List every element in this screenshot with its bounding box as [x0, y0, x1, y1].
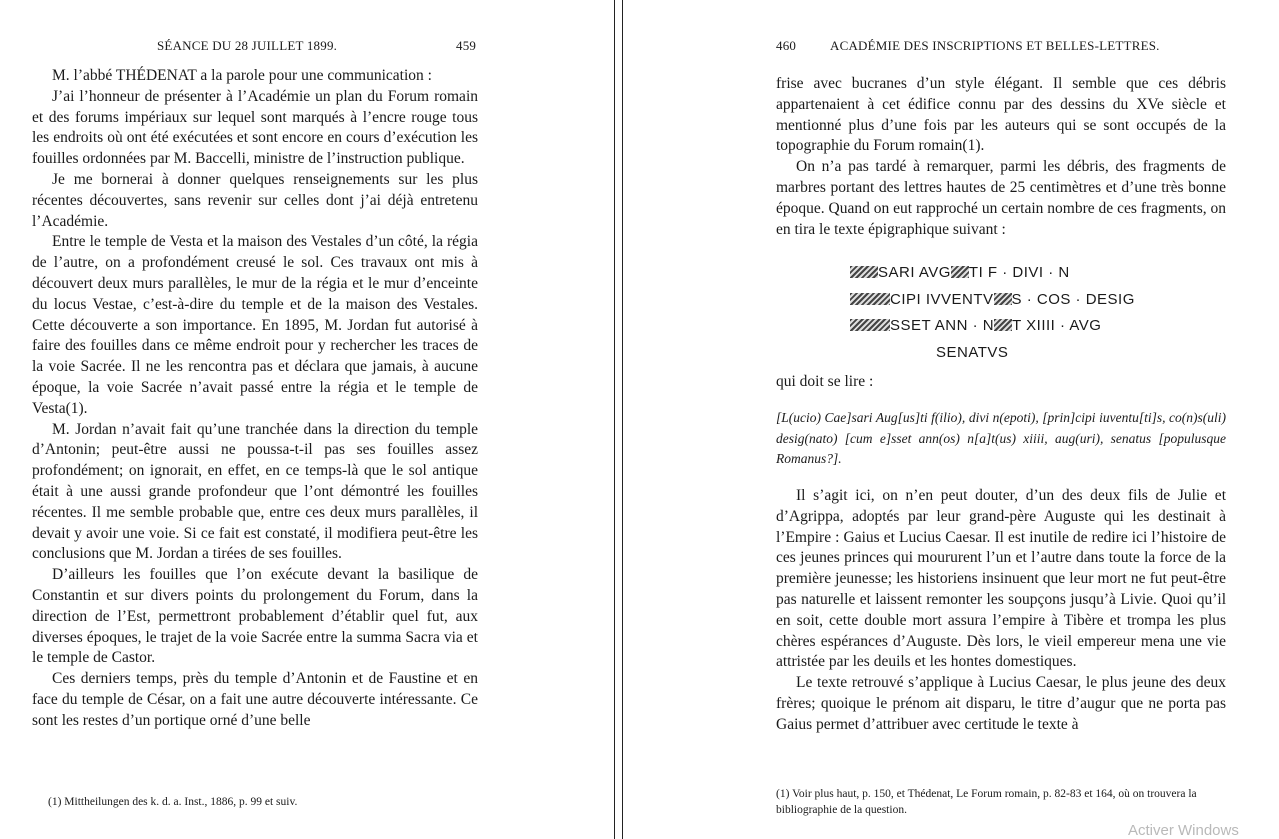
left-page-number: 459 — [456, 38, 477, 53]
paragraph: frise avec bucranes d’un style élégant. Il semble que ces débris appartenaient à cet édifice connu par des dessins du XVe siècle et mentionné plus d’une fois par les auteurs qui se sont occupés de la topographie du Forum romain(1). — [776, 75, 1226, 155]
inscription-reading: [L(ucio) Cae]sari Aug[us]ti f(ilio), divi n(epoti), [prin]cipi iuventu[ti]s, co(n)s(uli) desig(nato) [cum e]sset ann(os) n[a]t(us) xiiii, aug(uri), senatus [populusque Romanus?]. — [776, 410, 1226, 466]
erased-letters — [951, 266, 969, 278]
left-running-header: SÉANCE DU 28 JUILLET 1899. — [157, 38, 338, 53]
paragraph: Entre le temple de Vesta et la maison des Vestales d’un côté, la régia de l’autre, on a profondément creusé le sol. Ces travaux ont mis à découvert deux murs parallèles, le mur de la régia et le mur d’enceinte du locus Vestae, c’est-à-dire du temple et de la maison des Vestales. Cette découverte a son importance. En 1895, M. Jordan fut autorisé à faire des fouilles dans ce même endroit pour y rechercher les traces de la voie Sacrée. Il ne les rencontra pas et déclara que jamais, à aucune époque, la voie Sacrée n’avait passé entre la régia et le temple de Vesta(1). — [32, 233, 478, 417]
paragraph: Le texte retrouvé s’applique à Lucius Caesar, le plus jeune des deux frères; quoique le prénom ait disparu, le titre d’augur que ne porta pas Gaius permet d’attribuer avec certitude le texte à — [776, 674, 1226, 733]
paragraph: On n’a pas tardé à remarquer, parmi les débris, des fragments de marbres portant des lettres hautes de 25 centimètres et d’une très bonne époque. Quand on eut rapproché un certain nombre de ces fragments, on en tira le texte épigraphique suivant : — [776, 158, 1226, 238]
paragraph: D’ailleurs les fouilles que l’on exécute devant la basilique de Constantin et sur divers points du prolongement du Forum, dans la direction de l’Est, permettront probablement d’établir quel fut, aux diverses époques, le trajet de la voie Sacrée entre la summa Sacra via et le temple de Castor. — [32, 566, 478, 667]
erased-letters — [850, 319, 890, 331]
inscription-line: SENATVS — [936, 343, 1009, 361]
reading-intro: qui doit se lire : — [776, 373, 874, 390]
paragraph: Il s’agit ici, on n’en peut douter, d’un des deux fils de Julie et d’Agrippa, adoptés par leur grand-père Auguste qui les destinait à l’Empire : Gaius et Lucius Caesar. Il est inutile de redire ici l’histoire de ces jeunes princes qui moururent l’un et l’autre dans toute la force de la première jeunesse; les historiens insinuent que leur mort ne fut peut-être pas naturelle et laissent remonter les soupçons jusqu’à Livie. Quoi qu’il en soit, cette double mort assura l’empire à Tibère et trompa les plus chères espérances d’Auguste. Dès lors, le vieil empereur mena une vie attristée par les deuils et les hontes domestiques. — [776, 487, 1226, 671]
left-footnote: (1) Mittheilungen des k. d. a. Inst., 1886, p. 99 et suiv. — [48, 796, 298, 808]
erased-letters — [850, 293, 890, 305]
erased-letters — [994, 293, 1012, 305]
left-body-text — [32, 66, 478, 732]
inscription-line: SARI AVG TI F · DIVI · N — [850, 260, 1150, 287]
right-body-text-bottom — [776, 486, 1226, 736]
right-page-number: 460 — [776, 38, 797, 53]
paragraph: J’ai l’honneur de présenter à l’Académie un plan du Forum romain et des forums impériaux sur lequel sont marqués à l’encre rouge tous les endroits où ont été exécutées et sont encore en cours d’exécution les fouilles ordonnées par M. Baccelli, ministre de l’instruction publique. — [32, 87, 478, 168]
inscription-line: SSET ANN · N T XIIII · AVG — [850, 313, 1150, 340]
page-divider-right — [622, 0, 623, 839]
right-footnote: (1) Voir plus haut, p. 150, et Thédenat, Le Forum romain, p. 82-83 et 164, où on trouvera la bibliographie de la question. — [776, 788, 1197, 816]
erased-letters — [994, 319, 1012, 331]
page-divider-left — [614, 0, 615, 839]
inscription-block — [850, 260, 1150, 366]
paragraph: M. Jordan n’avait fait qu’une tranchée dans la direction du temple d’Antonin; peut-être aussi ne poussa-t-il pas ses fouilles assez profondément; on ignorait, en effet, en ce temps-là que le sol antique était à une aussi grande profondeur que l’ont démontré les fouilles récentes. Il me semble probable que, entre ces deux murs parallèles, il devait y avoir une voie. Si ce fait est constaté, il modifiera peut-être les conclusions que M. Jordan a tirées de ses fouilles. — [32, 420, 478, 563]
right-running-header: ACADÉMIE DES INSCRIPTIONS ET BELLES-LETTRES. — [830, 38, 1160, 53]
paragraph: Ces derniers temps, près du temple d’Antonin et de Faustine et en face du temple de César, on a fait une autre découverte intéressante. Ce sont les restes d’un portique orné d’une belle — [32, 670, 478, 729]
erased-letters — [850, 266, 878, 278]
paragraph: Je me bornerai à donner quelques renseignements sur les plus récentes découvertes, sans revenir sur celles dont j’ai déjà entretenu l’Académie. — [32, 170, 478, 230]
right-body-text-top — [776, 74, 1226, 240]
inscription-line: CIPI IVVENTV S · COS · DESIG — [850, 287, 1150, 314]
paragraph: M. l’abbé THÉDENAT a la parole pour une communication : — [52, 67, 432, 84]
activation-watermark: Activer Windows — [1128, 822, 1239, 839]
